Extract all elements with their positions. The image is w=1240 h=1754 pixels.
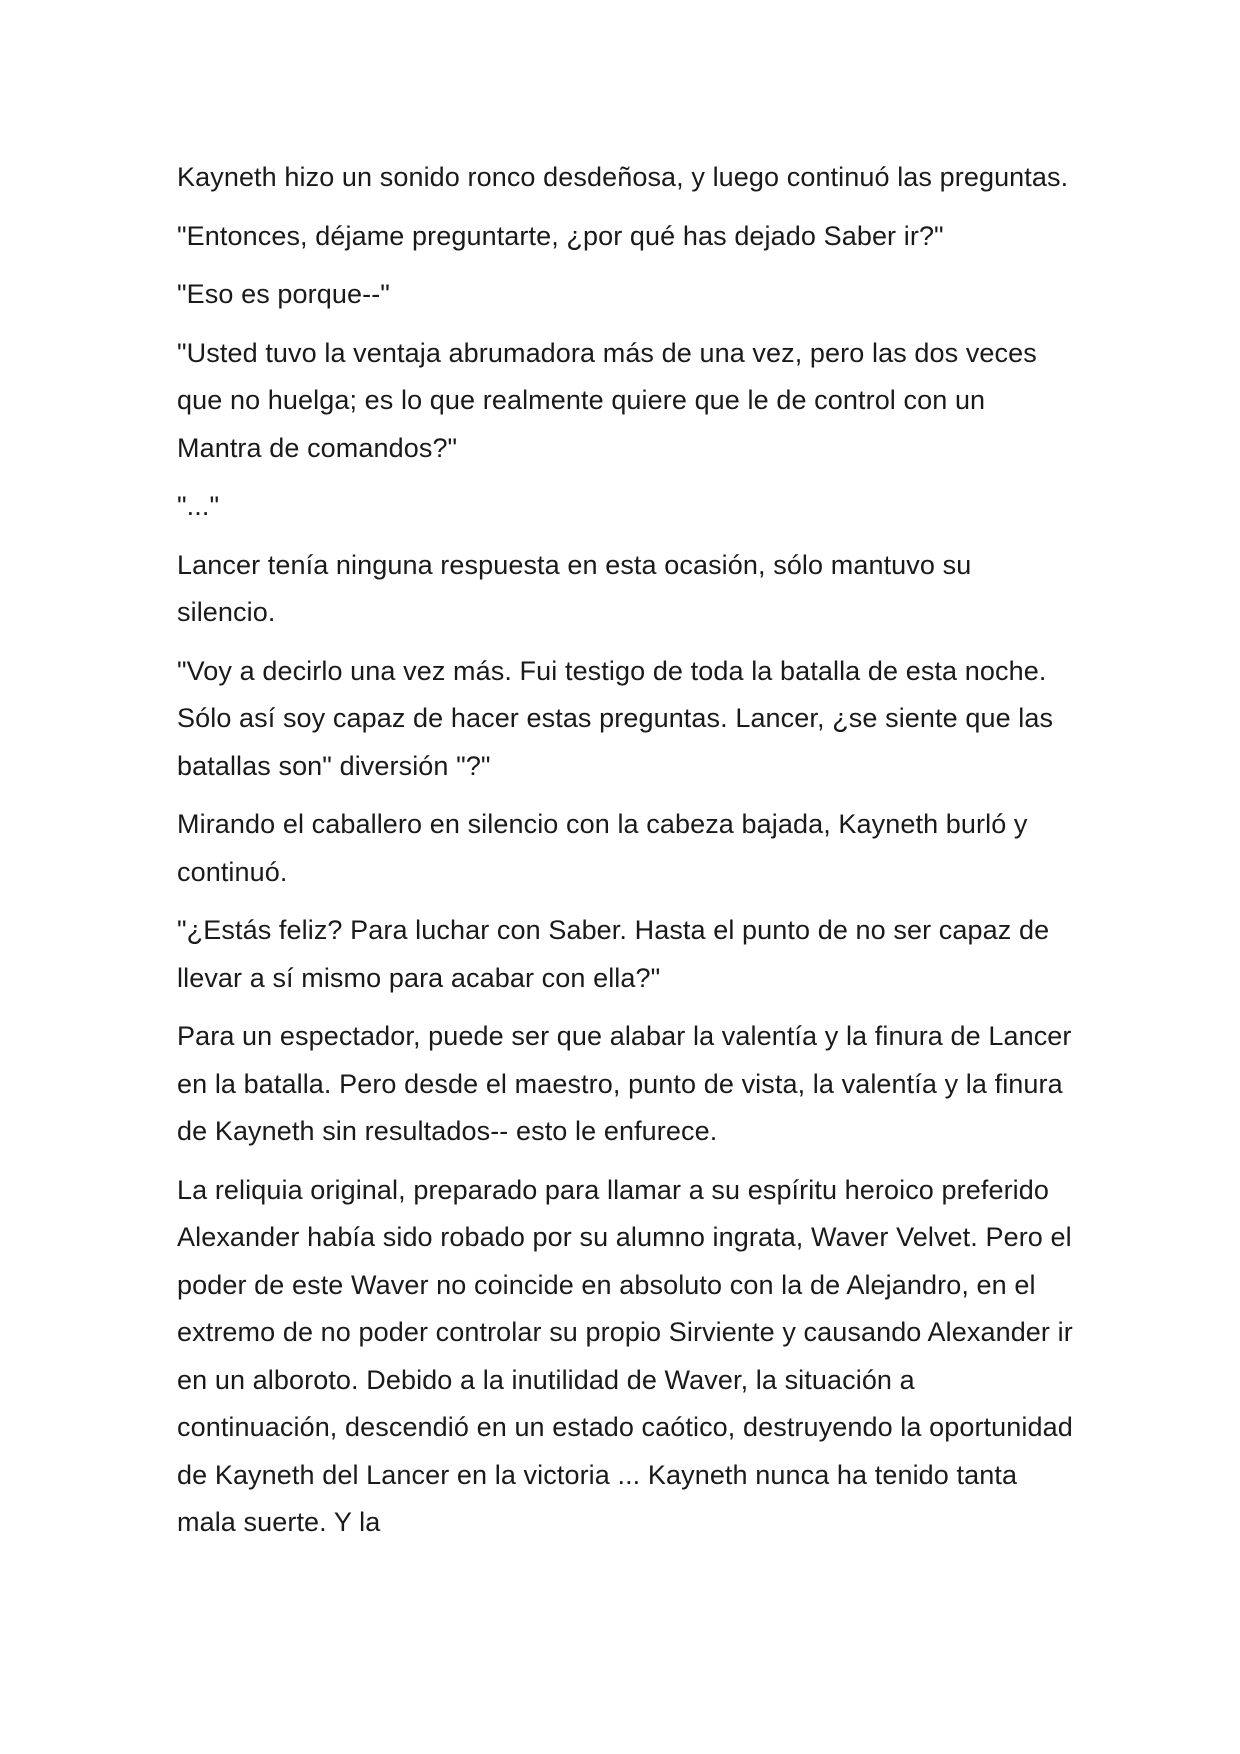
paragraph-5: "..." [177,491,220,521]
paragraph-11: La reliquia original, preparado para llamar a su espíritu heroico preferido Alexander había sido robado por su alumno ingrata, Waver Velvet. Pero el poder de este Waver no coincide en absoluto con la de Alejandro, en el extremo de no poder controlar su propio Sirviente y causando Alexander ir en un alboroto. Debido a la inutilidad de Waver, la situación a continuación, descendió en un estado caótico, destruyendo la oportunidad de Kayneth del Lancer en la victoria ... Kayneth nunca ha tenido tanta mala suerte. Y la [177,1174,1073,1537]
paragraph-3: "Eso es porque--" [177,279,390,309]
paragraph-6: Lancer tenía ninguna respuesta en esta ocasión, sólo mantuvo su silencio. [177,549,972,627]
paragraph-2: "Entonces, déjame preguntarte, ¿por qué has dejado Saber ir?" [177,220,944,251]
paragraph-8: Mirando el caballero en silencio con la cabeza bajada, Kayneth burló y continuó. [177,809,1028,887]
paragraph-9: "¿Estás feliz? Para luchar con Saber. Hasta el punto de no ser capaz de llevar a sí mismo para acabar con ella?" [177,915,1050,993]
paragraph-10: Para un espectador, puede ser que alabar la valentía y la finura de Lancer en la batalla. Pero desde el maestro, punto de vista, la valentía y la finura de Kayneth sin resultados-- esto le enfurece. [177,1021,1072,1146]
paragraph-7: "Voy a decirlo una vez más. Fui testigo de toda la batalla de esta noche. Sólo así soy capaz de hacer estas preguntas. Lancer, ¿se siente que las batallas son" diversión "?" [177,655,1054,781]
paragraph-1: Kayneth hizo un sonido ronco desdeñosa, y luego continuó las preguntas. [177,162,1069,192]
document-body [177,154,1077,1558]
paragraph-4: "Usted tuvo la ventaja abrumadora más de una vez, pero las dos veces que no huelga; es lo que realmente quiere que le de control con un Mantra de comandos?" [177,337,1037,463]
